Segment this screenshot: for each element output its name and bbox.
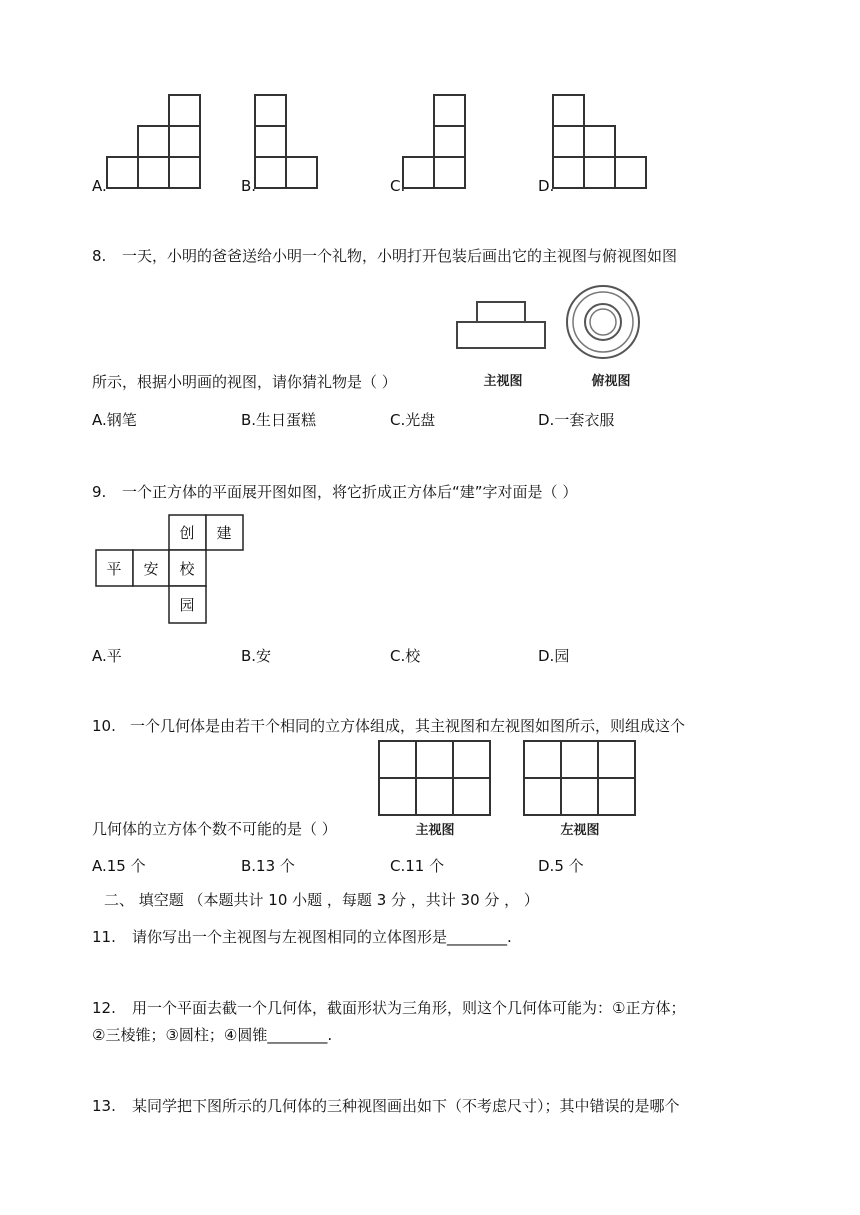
- q10-option-d: D.5 个: [538, 857, 584, 875]
- q13-text: 某同学把下图所示的几何体的三种视图画出如下（不考虑尺寸）；其中错误的是哪个: [132, 1097, 680, 1115]
- q12-text-line2: ②三棱锥；③圆柱；④圆锥________.: [92, 1026, 333, 1044]
- q8-option-a: A.钢笔: [92, 411, 137, 429]
- q8-text-line1: 一天，小明的爸爸送给小明一个礼物，小明打开包装后画出它的主视图与俯视图如图: [122, 247, 678, 265]
- q9-net-cell-ping: 平: [106, 560, 122, 578]
- q10-option-a: A.15 个: [92, 857, 146, 875]
- q7-option-d-label: D.: [538, 177, 555, 195]
- q10-option-c: C.11 个: [390, 857, 445, 875]
- q8-front-view-label: 主视图: [483, 374, 523, 389]
- q8-front-view-figure: [455, 296, 551, 392]
- q10-text-line1: 一个几何体是由若干个相同的立方体组成，其主视图和左视图如图所示，则组成这个: [130, 717, 686, 735]
- q9-net-cell-yuan: 园: [179, 596, 195, 614]
- q10-left-view-label: 左视图: [560, 823, 600, 838]
- q7-option-a-figure: [106, 93, 202, 189]
- q8-top-view-figure: [563, 282, 647, 392]
- q9-option-b: B.安: [241, 647, 272, 665]
- q12-text-line1: 用一个平面去截一个几何体，截面形状为三角形，则这个几何体可能为：①正方体；: [132, 999, 686, 1017]
- q9-net-cell-xiao: 校: [179, 560, 195, 578]
- q10-front-view-label: 主视图: [415, 823, 455, 838]
- q9-option-a: A.平: [92, 647, 122, 665]
- q9-text: 一个正方体的平面展开图如图，将它折成正方体后“建”字对面是（ ）: [122, 483, 578, 501]
- q7-option-c-figure: [402, 93, 468, 189]
- q9-option-d: D.园: [538, 647, 570, 665]
- section2-heading: 二、 填空题 （本题共计 10 小题 ，每题 3 分 ，共计 30 分 ， ）: [104, 891, 539, 909]
- q9-net-cell-chuang: 创: [179, 524, 195, 542]
- q9-net-cell-jian: 建: [216, 524, 232, 542]
- q10-number: 10.: [92, 717, 116, 735]
- q13-number: 13.: [92, 1097, 116, 1115]
- q7-option-b-label: B.: [241, 177, 257, 195]
- q10-front-view-figure: [378, 740, 493, 840]
- q11-text: 请你写出一个主视图与左视图相同的立体图形是________.: [132, 928, 512, 946]
- q10-text-line2: 几何体的立方体个数不可能的是（ ）: [92, 820, 337, 838]
- q9-net-cell-an: 安: [143, 560, 159, 578]
- q12-number: 12.: [92, 999, 116, 1017]
- q11-number: 11.: [92, 928, 116, 946]
- q9-cube-net-figure: [95, 514, 245, 626]
- q7-option-a-label: A.: [92, 177, 107, 195]
- q8-number: 8.: [92, 247, 107, 265]
- q10-left-view-figure: [523, 740, 638, 840]
- q7-option-b-figure: [254, 93, 320, 189]
- q8-text-line2: 所示，根据小明画的视图，请你猜礼物是（ ）: [92, 373, 397, 391]
- q7-option-c-label: C.: [390, 177, 406, 195]
- q9-number: 9.: [92, 483, 107, 501]
- q7-option-d-figure: [552, 93, 648, 189]
- q9-option-c: C.校: [390, 647, 421, 665]
- q8-option-c: C.光盘: [390, 411, 436, 429]
- q8-top-view-label: 俯视图: [591, 374, 631, 389]
- q8-option-d: D.一套衣服: [538, 411, 615, 429]
- q10-option-b: B.13 个: [241, 857, 295, 875]
- q8-option-b: B.生日蛋糕: [241, 411, 317, 429]
